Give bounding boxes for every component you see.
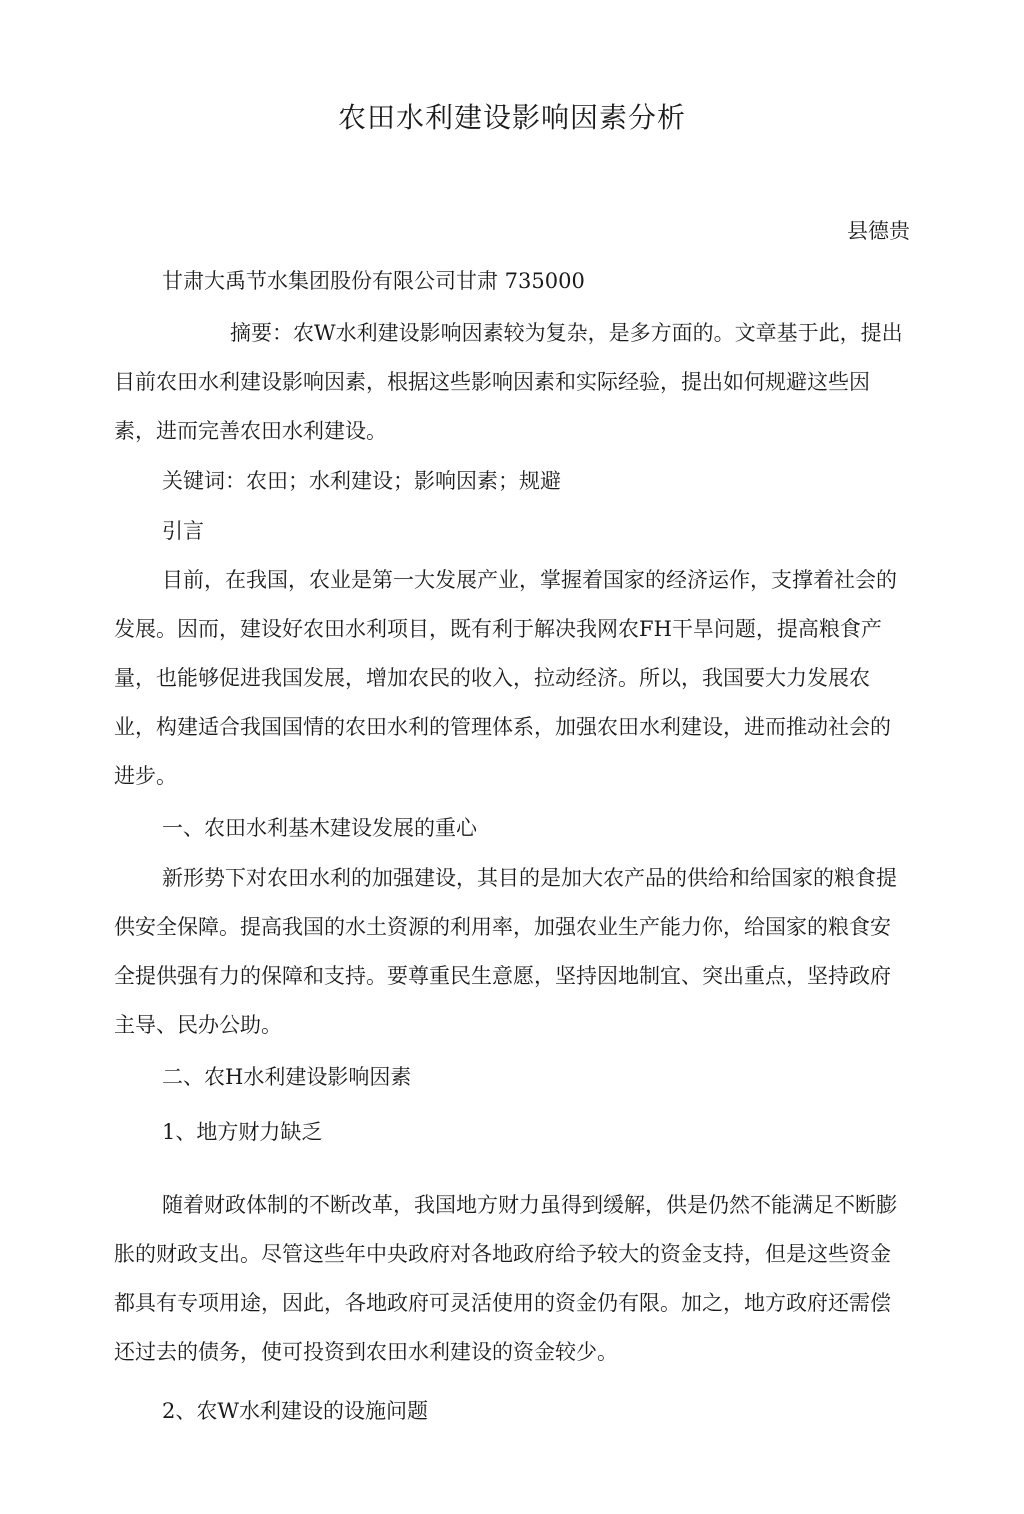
page-title: 农田水利建设影响因素分析	[337, 101, 686, 134]
intro-paragraph: 目前，在我国，农业是第一大发展产业，掌握着国家的经济运作，支撑着社会的发展。因而，建设好农田水利项目，既有利于解决我网农FH干旱问题，提高粮食产量，也能够促进我国发展，增加农民的收入，拉动经济。所以，我国要大力发展农业，构建适合我国国情的农田水利的管理体系，加强农田水利建设，进而推动社会的进步。	[114, 568, 897, 788]
author-name: 县德贵	[847, 219, 910, 243]
subsection-heading-2: 2、农W水利建设的设施问题	[162, 1399, 428, 1423]
section-1-paragraph: 新形势下对农田水利的加强建设，其目的是加大农产品的供给和给国家的粮食提供安全保障。提高我国的水土资源的利用率，加强农业生产能力你，给国家的粮食安全提供强有力的保障和支持。要尊重民生意愿，坚持因地制宜、突出重点，坚持政府主导、民办公助。	[114, 866, 897, 1037]
intro-heading: 引言	[162, 519, 204, 543]
keywords: 关键词：农田；水利建设；影响因素；规避	[162, 469, 561, 493]
section-heading-1: 一、农田水利基木建设发展的重心	[162, 816, 477, 840]
subsection-1-paragraph: 随着财政体制的不断改革，我国地方财力虽得到缓解，供是仍然不能满足不断膨胀的财政支出。尽管这些年中央政府对各地政府给予较大的资金支持，但是这些资金都具有专项用途，因此，各地政府可灵活使用的资金仍有限。加之，地方政府还需偿还过去的债务，使可投资到农田水利建设的资金较少。	[114, 1193, 897, 1364]
abstract-paragraph: 摘要：农W水利建设影响因素较为复杂，是多方面的。文章基于此，提出目前农田水利建设影响因素，根据这些影响因素和实际经验，提出如何规避这些因素，进而完善农田水利建设。	[114, 321, 903, 443]
affiliation: 甘肃大禹节水集团股份有限公司甘肃 735000	[162, 269, 585, 293]
subsection-heading-1: 1、地方财力缺乏	[162, 1120, 323, 1144]
section-heading-2: 二、农H水利建设影响因素	[162, 1065, 412, 1089]
